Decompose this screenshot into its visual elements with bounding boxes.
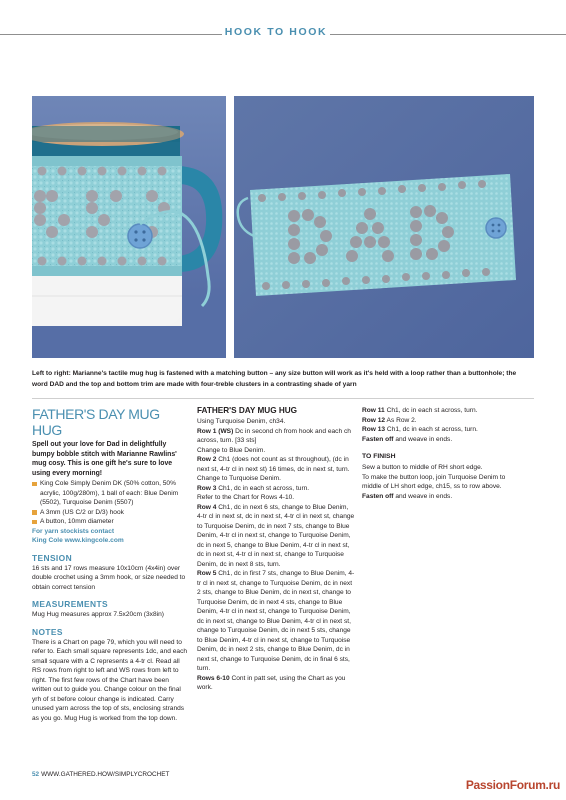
instruction-line: Row 3 Ch1, dc in each st across, turn. [197,484,310,492]
material-item: A button, 10mm diameter [32,517,190,527]
materials-list [32,479,190,527]
photo-caption: Left to right: Marianne's tactile mug hug is fastened with a matching button – any size button will work as it's held with a loop rather than a buttonhole; the word DAD and the top and bottom trim are made with four-treble clusters in a contrasting shade of yarn [32,370,517,388]
stockist-link[interactable]: King Cole www.kingcole.com [32,537,124,545]
column-intro [32,406,190,723]
mug-illustration [32,96,226,358]
notes-heading: NOTES [32,626,63,637]
finish-line: Sew a button to middle of RH short edge. [362,464,483,471]
notes-text: There is a Chart on page 79, which you will need to refer to. Each small square represents 1dc, and each small square with a C represents a 4-tr cl. Read all RS rows from right to left and WS rows from left to right. The first few rows of the Chart have been written out to guide you. Change colour on the final yrh of st before colour change is indicated. Carry unused yarn across the top of sts, enclosing strands as you go. Mug Hug is worked from the top down. [32,638,188,722]
tension-heading: TENSION [32,552,73,563]
instruction-line: Change to Turquoise Denim. [197,475,281,482]
instruction-line: Using Turquoise Denim, ch34. [197,418,286,425]
column-instructions [197,406,355,693]
instructions-heading: FATHER'S DAY MUG HUG [197,406,298,415]
tension-text: 16 sts and 17 rows measure 10x10cm (4x4in) over double crochet using a 3mm hook, or size needed to obtain correct tension [32,564,186,591]
strip-photo [234,96,534,358]
measurements-text: Mug Hug measures approx 7.5x20cm (3x8in) [32,611,164,619]
header-rule-left [0,34,222,35]
instruction-line: Fasten off and weave in ends. [362,435,453,443]
instruction-line: Row 13 Ch1, dc in each st across, turn. [362,426,478,433]
measurements-heading: MEASUREMENTS [32,599,108,610]
instruction-line: Row 1 (WS) Dc in second ch from hook and each ch across, turn. [33 sts] [197,427,351,444]
page-number: 52 [32,771,40,778]
column-finishing [362,406,520,501]
pattern-intro: Spell out your love for Dad in delightfully bumpy bobble stitch with Marianne Rawlins' mug cosy. This is one gift he's sure to love using every morning! [32,441,177,477]
instruction-line: Change to Blue Denim. [197,446,266,454]
watermark-text: PassionForum.ru [465,778,560,792]
header-rule-right [330,34,566,35]
finish-line: Fasten off and weave in ends. [362,492,453,500]
instruction-line: Row 5 Ch1, dc in first 7 sts, change to Blue Denim, 4-tr cl in next st, change to Turquoise Denim, dc in next 2 sts, change to Blue Denim, dc in next st, change to Turquoise Denim, dc in next 4 sts, change to Blue Denim, 4-tr cl in next st, change to Turquoise Denim, dc in next st, change to Blue Denim, 4-tr cl in next st, change to Turquoise Denim, dc in next 5 sts, change to Blue Denim, 4-tr cl in next st, change to Turquoise Denim, dc in next 2 sts, change to Blue Denim, dc in next st, change to Turquoise Denim, dc in final 6 sts, turn. [197,570,355,672]
pattern-title: FATHER'S DAY MUG HUG [32,406,160,438]
caption-divider [32,398,534,399]
section-header [0,24,566,46]
stockist-line: For yarn stockists contact [32,527,115,535]
instruction-line: Row 4 Ch1, dc in next 6 sts, change to Blue Denim, 4-tr cl in next st, dc in next st, 4-tr cl in next st, change to Turquoise Denim, dc in next 7 sts, change to Blue Denim, 4-tr cl in next st, change to Turquoise Denim, dc in next 5, change to Blue Denim, 4-tr cl in next st, dc in next st, 4-tr cl in next st, change to Turquoise Denim, dc in next 8 sts, turn. [197,503,355,568]
page-footer [32,771,169,778]
mug-photo [32,96,226,358]
strip-illustration [234,96,534,358]
footer-url[interactable]: WWW.GATHERED.HOW/SIMPLYCROCHET [41,771,170,778]
instruction-line: Row 12 As Row 2. [362,416,417,424]
material-item: King Cole Simply Denim DK (50% cotton, 50% acrylic, 100g/280m), 1 ball of each: Blue Denim (5502), Turquoise Denim (5507) [32,479,190,508]
finish-heading: TO FINISH [362,453,396,460]
material-item: A 3mm (US C/2 or D/3) hook [32,508,190,518]
instruction-line: Rows 6-10 Cont in patt set, using the Chart as you work. [197,674,346,691]
finish-line: To make the button loop, join Turquoise Denim to middle of LH short edge, ch15, ss to row above. [362,473,506,490]
instruction-line: Row 2 Ch1 (does not count as st throughout), (dc in next st, 4-tr cl in next st) 16 times, dc in next st, turn. [197,456,350,473]
section-title: HOOK TO HOOK [224,26,328,38]
instruction-line: Refer to the Chart for Rows 4-10. [197,494,295,501]
instruction-line: Row 11 Ch1, dc in each st across, turn. [362,407,478,414]
